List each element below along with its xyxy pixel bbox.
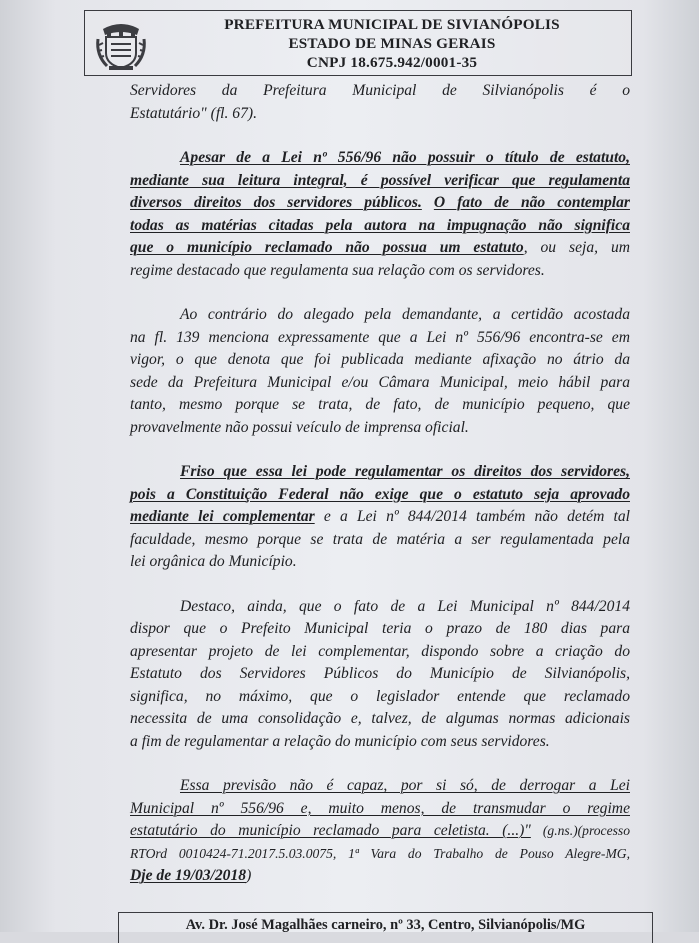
municipal-crest-icon: [93, 17, 149, 71]
letterhead-cnpj: CNPJ 18.675.942/0001-35: [306, 54, 478, 71]
letterhead-title: PREFEITURA MUNICIPAL DE SIVIANÓPOLIS: [224, 16, 560, 33]
letterhead-state: ESTADO DE MINAS GERAIS: [288, 35, 496, 52]
paragraph-4: Destaco, ainda, que o fato de a Lei Municipal nº 844/2014 dispor que o Prefeito Municipal teria o prazo de 180 dias para apresentar projeto de lei complementar, dispondo sobre a criação do Estatuto dos Servidores Públicos do Município de Silvianópolis, significa, no máximo, que o legislador entende que reclamado necessita de uma consolidação e, talvez, de algumas normas adicionais a fim de regulamentar a relação do município com seus servidores.: [130, 597, 630, 750]
letterhead: [84, 10, 632, 76]
paragraph-5: Essa previsão não é capaz, por si só, de derrogar a Lei Municipal nº 556/96 e, muito menos, de transmudar o regime estatutário do município reclamado para celetista. (...)" (g.ns.)(processo RTOrd 0010424-71.2017.5.03.0075, 1ª Vara do Trabalho de Pouso Alegre-MG, Dje de 19/03/2018): [130, 777, 630, 884]
footer-address-box: [118, 912, 653, 943]
paragraph-1: Apesar de a Lei nº 556/96 não possuir o título de estatuto, mediante sua leitura integral, é possível verificar que regulamenta diversos direitos dos servidores públicos. O fato de não contemplar todas as matérias citadas pela autora na impugnação não significa que o município reclamado não possua um estatuto, ou seja, um regime destacado que regulamenta sua relação com os servidores.: [130, 149, 631, 279]
footer-address: Av. Dr. José Magalhães carneiro, nº 33, Centro, Silvianópolis/MG: [185, 917, 586, 933]
document-body: [130, 80, 630, 888]
paragraph-3: Friso que essa lei pode regulamentar os direitos dos servidores, pois a Constituição Federal não exige que o estatuto seja aprovado mediante lei complementar e a Lei nº 844/2014 também não detém tal faculdade, mesmo porque se trata de matéria a ser regulamentada pela lei orgânica do Município.: [130, 463, 630, 570]
paragraph-0: Servidores da Prefeitura Municipal de Silvianópolis é o Estatutário" (fl. 67).: [130, 82, 630, 122]
paragraph-2: Ao contrário do alegado pela demandante, a certidão acostada na fl. 139 menciona expressamente que a Lei nº 556/96 encontra-se em vigor, o que denota que foi publicada mediante afixação no átrio da sede da Prefeitura Municipal e/ou Câmara Municipal, meio hábil para tanto, mesmo porque se trata, de fato, de município pequeno, que provavelmente não possui veículo de imprensa oficial.: [130, 306, 630, 436]
